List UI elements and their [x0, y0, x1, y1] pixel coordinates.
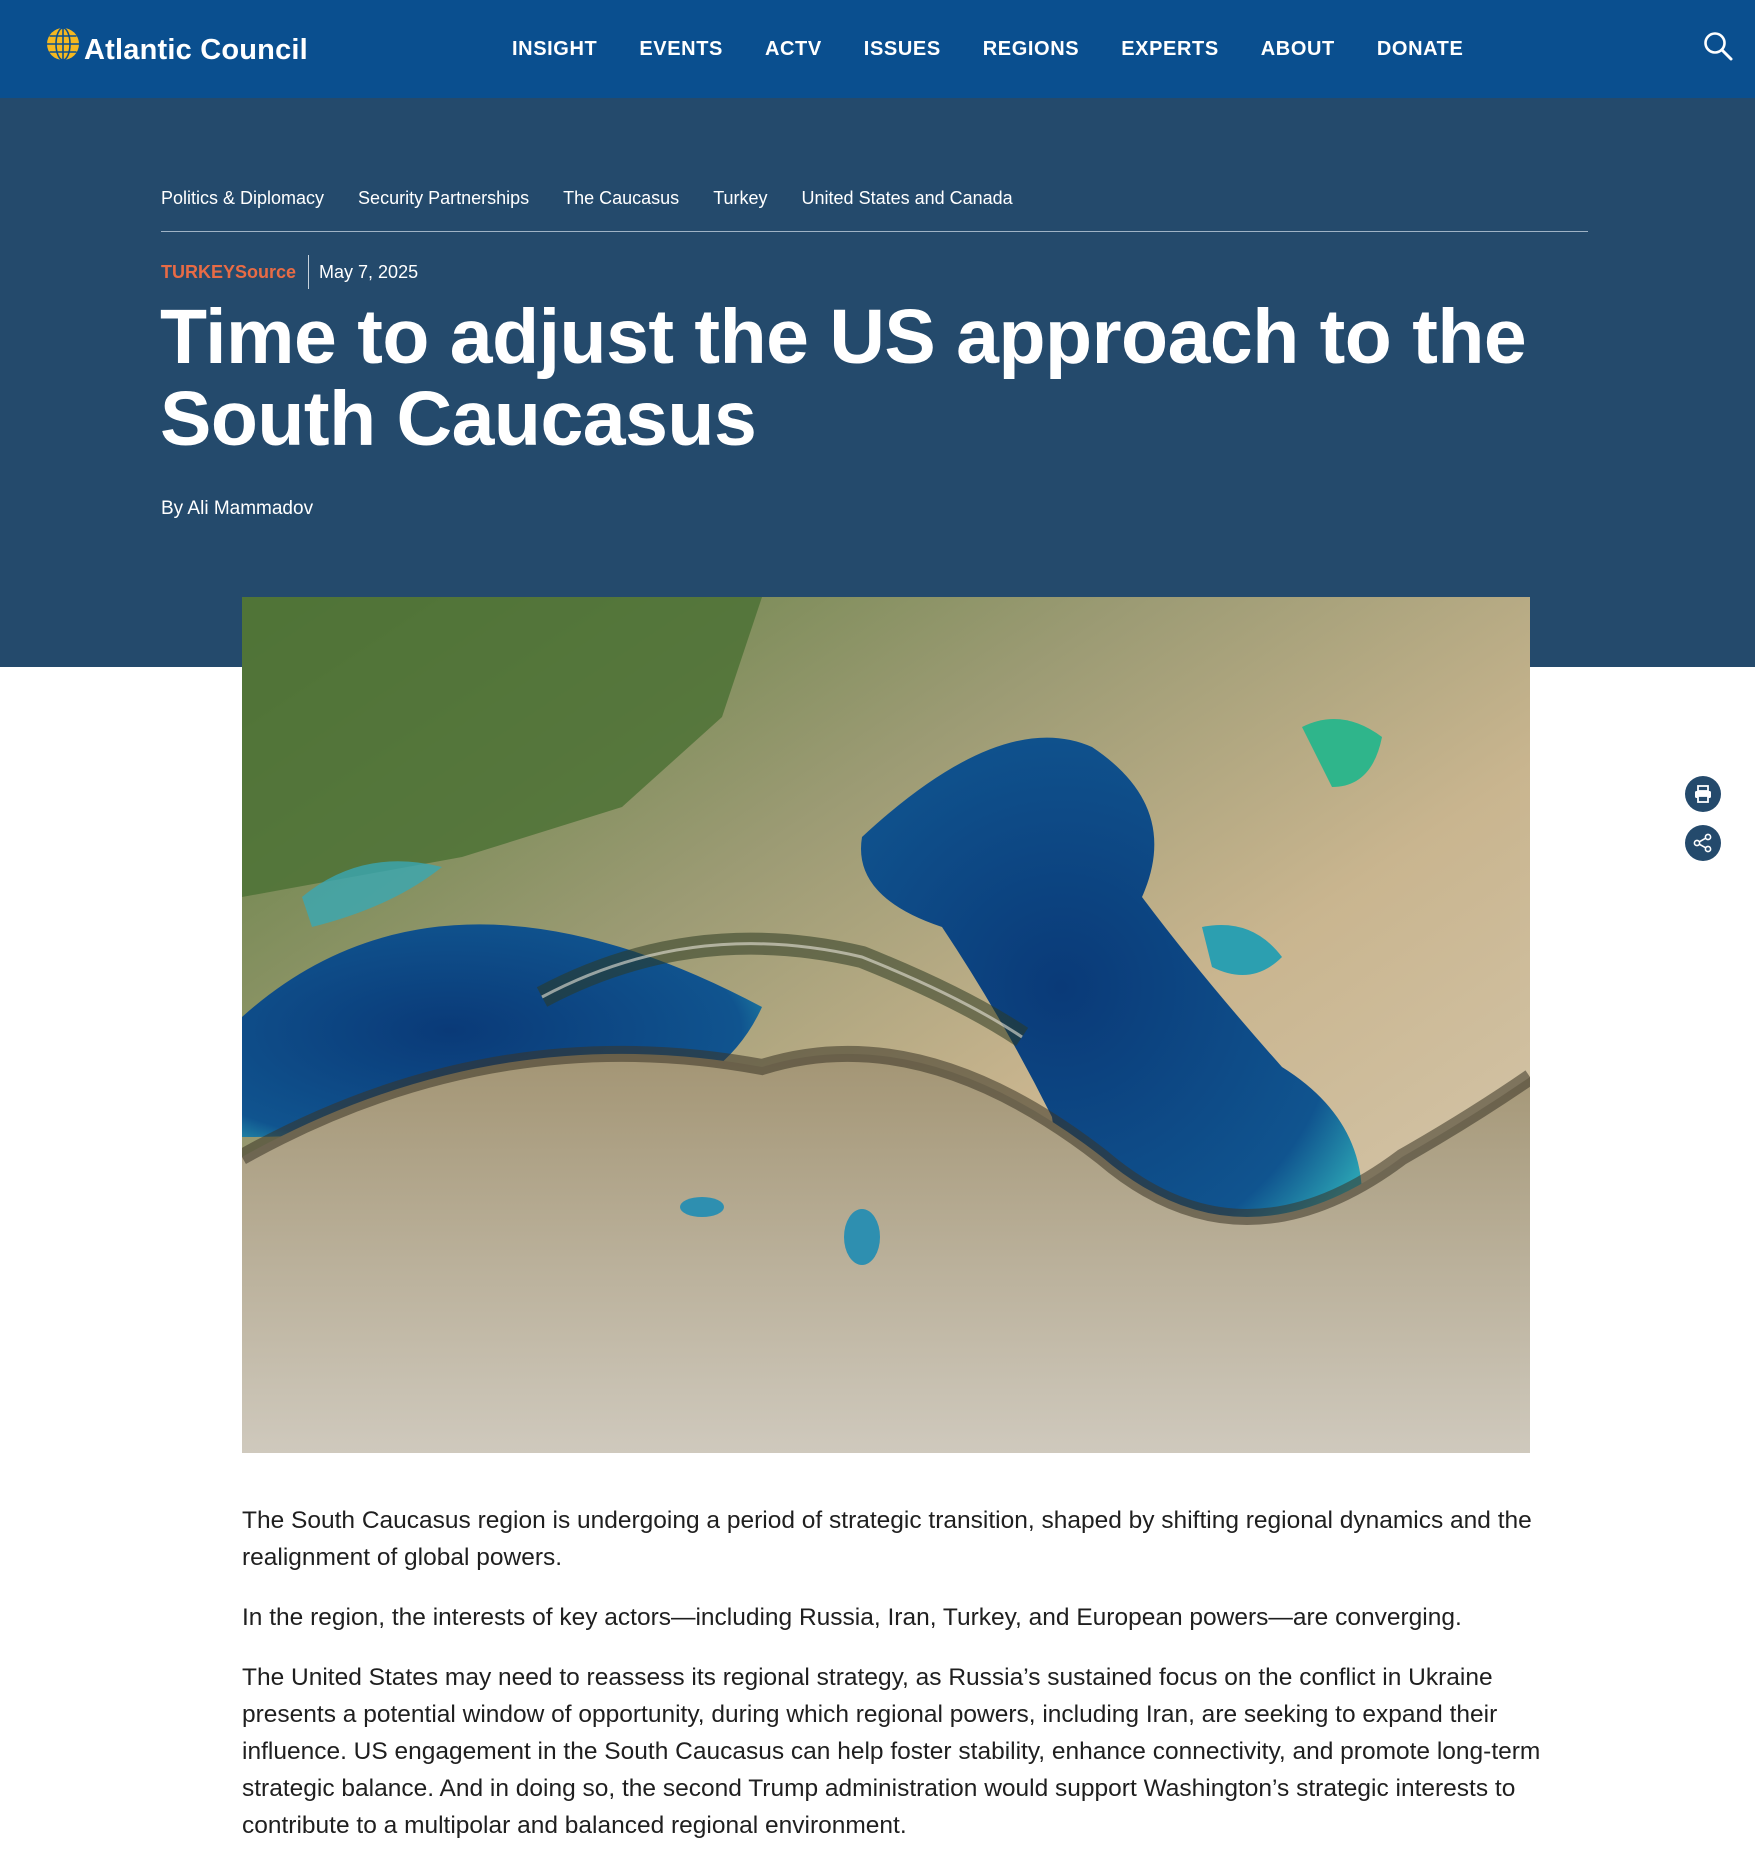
top-navigation [0, 0, 1755, 98]
article-meta [161, 255, 418, 289]
nav-item-donate[interactable]: DONATE [1376, 37, 1464, 60]
topic-tags [161, 188, 1588, 232]
tag-the-caucasus[interactable]: The Caucasus [563, 188, 680, 208]
article-header [0, 98, 1755, 667]
site-logo[interactable] [46, 22, 308, 78]
print-button[interactable] [1685, 776, 1721, 812]
nav-item-about[interactable]: ABOUT [1260, 37, 1335, 60]
tag-united-states-canada[interactable]: United States and Canada [801, 188, 1013, 208]
hero-image [242, 597, 1530, 1453]
byline-prefix: By [161, 498, 184, 519]
article-title: Time to adjust the US approach to the South Caucasus [160, 294, 1527, 462]
tag-turkey[interactable]: Turkey [713, 188, 768, 208]
share-button[interactable] [1685, 825, 1721, 861]
search-button[interactable] [1702, 30, 1734, 62]
nav-item-issues[interactable]: ISSUES [863, 37, 941, 60]
globe-icon [46, 27, 80, 61]
nav-item-insight[interactable]: INSIGHT [512, 37, 598, 60]
main-menu [512, 0, 1505, 98]
paragraph-2: In the region, the interests of key actors—including Russia, Iran, Turkey, and European powers—are converging. [242, 1604, 1462, 1631]
nav-item-experts[interactable]: EXPERTS [1121, 37, 1219, 60]
tag-politics-diplomacy[interactable]: Politics & Diplomacy [161, 188, 325, 208]
nav-item-events[interactable]: EVENTS [639, 37, 723, 60]
nav-item-regions[interactable]: REGIONS [982, 37, 1080, 60]
paragraph-1: The South Caucasus region is undergoing a period of strategic transition, shaped by shifting regional dynamics and the realignment of global powers. [242, 1507, 1532, 1571]
share-icon [1693, 833, 1713, 853]
source-link[interactable]: TURKEYSource [161, 255, 309, 289]
byline [161, 498, 313, 520]
publish-date: May 7, 2025 [319, 261, 419, 282]
author-link[interactable]: Ali Mammadov [187, 498, 314, 519]
tag-security-partnerships[interactable]: Security Partnerships [358, 188, 530, 208]
site-logo-text[interactable]: Atlantic Council [84, 33, 308, 66]
search-icon [1702, 30, 1734, 62]
print-icon [1693, 784, 1713, 804]
nav-item-actv[interactable]: ACTV [764, 37, 822, 60]
article-body [242, 1502, 1542, 1862]
paragraph-3: The United States may need to reassess its regional strategy, as Russia’s sustained focus on the conflict in Ukraine presents a potential window of opportunity, during which regional powers, including Iran, are seeking to expand their influence. US engagement in the South Caucasus can help foster stability, enhance connectivity, and promote long-term strategic balance. And in doing so, the second Trump administration would support Washington’s strategic interests to contribute to a multipolar and balanced regional environment. [242, 1664, 1541, 1839]
